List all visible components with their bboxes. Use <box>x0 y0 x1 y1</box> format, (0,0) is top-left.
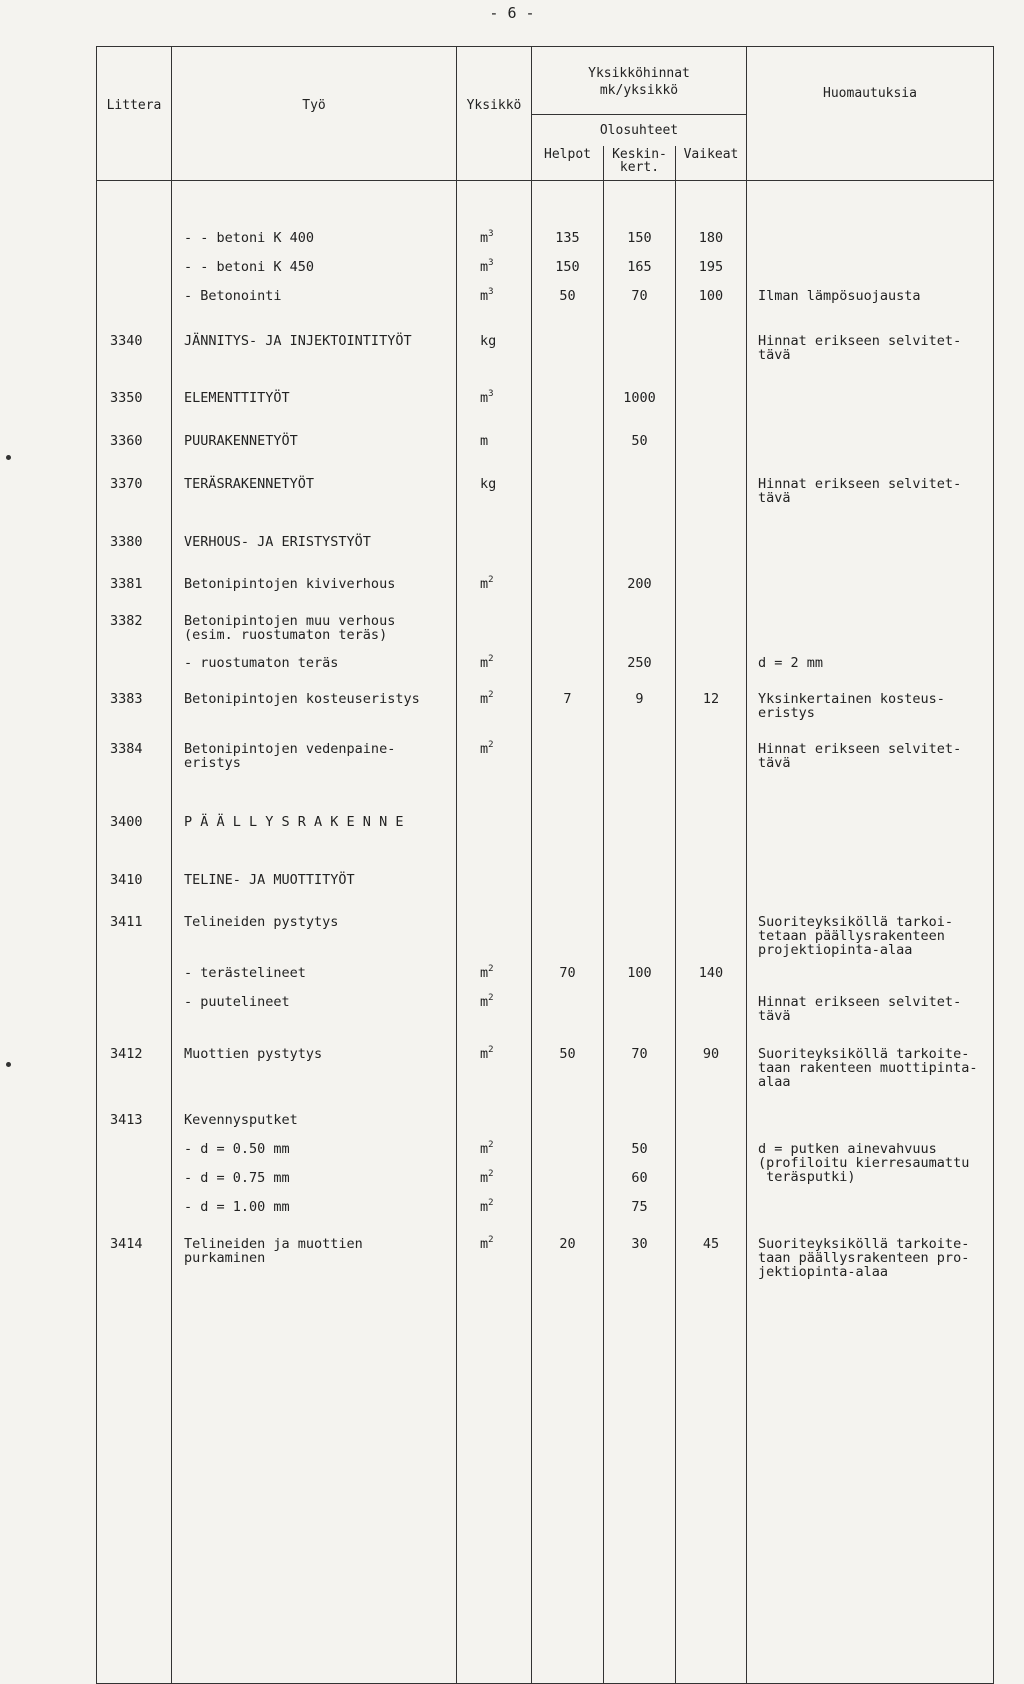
row-huomautus: teräsputki) <box>758 1169 856 1185</box>
row-tyo: - terästelineet <box>184 965 306 981</box>
header-littera: Littera <box>106 98 162 113</box>
unit-exponent: 2 <box>488 1169 494 1179</box>
row-yksikko: $m^2$ <box>480 964 494 981</box>
unit-exponent: 2 <box>488 1045 494 1055</box>
row-tyo: TELINE- JA MUOTTITYÖT <box>184 872 355 888</box>
row-littera: 3383 <box>110 691 143 707</box>
header-keskin: Keskin- <box>612 147 667 162</box>
header-mk-yksikko: mk/yksikkö <box>599 83 679 98</box>
col-divider <box>675 146 676 1684</box>
row-helpot: 20 <box>559 1236 576 1252</box>
row-tyo: - - betoni K 400 <box>184 230 315 246</box>
row-keskin: 75 <box>631 1199 648 1215</box>
header-yksikkohinnat: Yksikköhinnat <box>588 66 690 81</box>
row-huomautus: Yksinkertainen kosteus- <box>758 691 945 707</box>
row-littera: 3380 <box>110 534 143 550</box>
row-yksikko: $m^2$ <box>480 654 494 671</box>
row-vaikeat: 90 <box>702 1046 720 1062</box>
row-keskin: 250 <box>627 655 652 671</box>
row-huomautus: Ilman lämpösuojausta <box>758 288 921 304</box>
row-huomautus: projektiopinta-alaa <box>758 942 913 958</box>
row-huomautus: taan päällysrakenteen pro- <box>758 1250 970 1266</box>
row-littera: 3350 <box>110 390 143 406</box>
row-littera: 3414 <box>110 1236 143 1252</box>
row-tyo: Betonipintojen kiviverhous <box>184 576 396 592</box>
row-vaikeat: 140 <box>698 965 724 981</box>
row-helpot: 7 <box>563 691 572 707</box>
row-vaikeat: 180 <box>698 230 724 246</box>
row-keskin: 150 <box>627 230 652 246</box>
unit-exponent: 2 <box>488 740 494 750</box>
row-keskin: 100 <box>627 965 652 981</box>
unit-exponent: 2 <box>488 575 494 585</box>
unit-exponent: 2 <box>488 1198 494 1208</box>
unit-exponent: 2 <box>488 654 494 664</box>
row-yksikko: $m^2$ <box>480 1140 494 1157</box>
row-keskin: 30 <box>631 1236 648 1252</box>
header-mid-rule <box>531 114 747 115</box>
col-divider <box>603 146 604 1684</box>
row-littera: 3410 <box>110 872 143 888</box>
row-yksikko: $m^3$ <box>480 258 494 275</box>
row-tyo: purkaminen <box>184 1250 266 1266</box>
row-yksikko: $m^2$ <box>480 1198 494 1215</box>
table-border-top <box>96 46 994 47</box>
row-littera: 3340 <box>110 333 143 349</box>
row-tyo: - ruostumaton teräs <box>184 655 339 671</box>
row-tyo: JÄNNITYS- JA INJEKTOINTITYÖT <box>184 333 412 349</box>
row-tyo: - puutelineet <box>184 994 290 1010</box>
row-huomautus: eristys <box>758 705 815 721</box>
header-tyo: Työ <box>302 98 326 113</box>
row-yksikko: $m^3$ <box>480 287 494 304</box>
row-huomautus: taan rakenteen muottipinta- <box>758 1060 978 1076</box>
row-tyo: PUURAKENNETYÖT <box>184 433 298 449</box>
row-littera: 3370 <box>110 476 143 492</box>
unit-exponent: 2 <box>488 690 494 700</box>
row-huomautus: tävä <box>758 1008 791 1024</box>
row-tyo: - Betonointi <box>184 288 282 304</box>
margin-dot <box>6 455 11 460</box>
row-yksikko: $m^2$ <box>480 1235 494 1252</box>
row-tyo: Muottien pystytys <box>184 1046 323 1062</box>
row-tyo: - d = 0.75 mm <box>184 1170 290 1186</box>
table-border-right <box>993 46 994 1684</box>
header-huomautuksia: Huomautuksia <box>823 86 917 101</box>
unit-exponent: 3 <box>488 229 494 239</box>
row-huomautus: jektiopinta-alaa <box>758 1264 889 1280</box>
header-yksikko: Yksikkö <box>466 98 522 113</box>
row-littera: 3360 <box>110 433 143 449</box>
row-yksikko: $m^2$ <box>480 1045 494 1062</box>
row-helpot: 70 <box>559 965 576 981</box>
row-keskin: 50 <box>631 1141 648 1157</box>
row-huomautus: Hinnat erikseen selvitet- <box>758 476 962 492</box>
row-littera: 3382 <box>110 613 143 629</box>
header-kert: kert. <box>619 160 660 175</box>
row-littera: 3411 <box>110 914 143 930</box>
unit-exponent: 2 <box>488 964 494 974</box>
row-huomautus: Hinnat erikseen selvitet- <box>758 333 962 349</box>
header-olosuhteet: Olosuhteet <box>599 123 679 138</box>
row-helpot: 150 <box>555 259 580 275</box>
header-bottom-rule <box>96 180 994 181</box>
row-yksikko: $m^3$ <box>480 229 494 246</box>
row-helpot: 135 <box>555 230 580 246</box>
row-tyo: - - betoni K 450 <box>184 259 315 275</box>
row-yksikko: m <box>480 433 489 449</box>
row-huomautus: tävä <box>758 347 791 363</box>
unit-exponent: 3 <box>488 389 494 399</box>
margin-dot <box>6 1062 11 1067</box>
row-littera: 3381 <box>110 576 143 592</box>
col-divider <box>456 46 457 1684</box>
row-yksikko: $m^3$ <box>480 389 494 406</box>
row-tyo: Telineiden pystytys <box>184 914 339 930</box>
row-yksikko: $m^2$ <box>480 690 494 707</box>
row-helpot: 50 <box>559 288 576 304</box>
row-tyo: Telineiden ja muottien <box>184 1236 363 1252</box>
row-littera: 3400 <box>110 814 143 830</box>
row-vaikeat: 100 <box>698 288 724 304</box>
row-huomautus: Suoriteyksiköllä tarkoi- <box>758 914 954 930</box>
row-keskin: 70 <box>631 1046 648 1062</box>
row-huomautus: d = 2 mm <box>758 655 824 671</box>
row-littera: 3413 <box>110 1112 143 1128</box>
row-tyo: Kevennysputket <box>184 1112 298 1128</box>
unit-exponent: 3 <box>488 287 494 297</box>
row-huomautus: (profiloitu kierresaumattu <box>758 1155 970 1171</box>
row-keskin: 50 <box>631 433 648 449</box>
col-divider <box>746 46 747 1684</box>
unit-exponent: 3 <box>488 258 494 268</box>
row-tyo: Betonipintojen vedenpaine- <box>184 741 396 757</box>
row-tyo: - d = 1.00 mm <box>184 1199 290 1215</box>
row-keskin: 165 <box>627 259 652 275</box>
row-vaikeat: 195 <box>698 259 724 275</box>
row-yksikko: $m^2$ <box>480 740 494 757</box>
row-huomautus: d = putken ainevahvuus <box>758 1141 937 1157</box>
row-keskin: 70 <box>631 288 648 304</box>
row-keskin: 60 <box>631 1170 648 1186</box>
row-tyo: Betonipintojen muu verhous <box>184 613 396 629</box>
row-tyo: ELEMENTTITYÖT <box>184 390 290 406</box>
header-helpot: Helpot <box>544 147 591 162</box>
row-huomautus: Suoriteyksiköllä tarkoite- <box>758 1236 970 1252</box>
row-helpot: 50 <box>559 1046 576 1062</box>
row-huomautus: tetaan päällysrakenteen <box>758 928 945 944</box>
row-yksikko: kg <box>480 333 497 349</box>
row-yksikko: $m^2$ <box>480 993 494 1010</box>
table-border-left <box>96 46 97 1684</box>
row-tyo: Betonipintojen kosteuseristys <box>184 691 420 707</box>
row-huomautus: Hinnat erikseen selvitet- <box>758 741 962 757</box>
row-tyo: (esim. ruostumaton teräs) <box>184 627 388 643</box>
row-littera: 3412 <box>110 1046 143 1062</box>
row-keskin: 200 <box>627 576 652 592</box>
row-huomautus: Hinnat erikseen selvitet- <box>758 994 962 1010</box>
unit-exponent: 2 <box>488 1140 494 1150</box>
row-huomautus: tävä <box>758 755 791 771</box>
row-tyo: TERÄSRAKENNETYÖT <box>184 476 315 492</box>
row-yksikko: kg <box>480 476 497 492</box>
row-littera: 3384 <box>110 741 143 757</box>
row-yksikko: $m^2$ <box>480 1169 494 1186</box>
row-keskin: 9 <box>635 691 644 707</box>
row-vaikeat: 45 <box>702 1236 720 1252</box>
col-divider <box>171 46 172 1684</box>
row-keskin: 1000 <box>623 390 656 406</box>
row-vaikeat: 12 <box>702 691 720 707</box>
header-vaikeat: Vaikeat <box>683 147 739 162</box>
row-tyo: VERHOUS- JA ERISTYSTYÖT <box>184 534 371 550</box>
row-tyo: P Ä Ä L L Y S R A K E N N E <box>184 814 404 830</box>
row-huomautus: alaa <box>758 1074 791 1090</box>
row-huomautus: tävä <box>758 490 791 506</box>
row-tyo: - d = 0.50 mm <box>184 1141 290 1157</box>
row-tyo: eristys <box>184 755 241 771</box>
page-number: - 6 - <box>489 4 535 22</box>
unit-exponent: 2 <box>488 1235 494 1245</box>
row-yksikko: $m^2$ <box>480 575 494 592</box>
unit-exponent: 2 <box>488 993 494 1003</box>
row-huomautus: Suoriteyksiköllä tarkoite- <box>758 1046 970 1062</box>
